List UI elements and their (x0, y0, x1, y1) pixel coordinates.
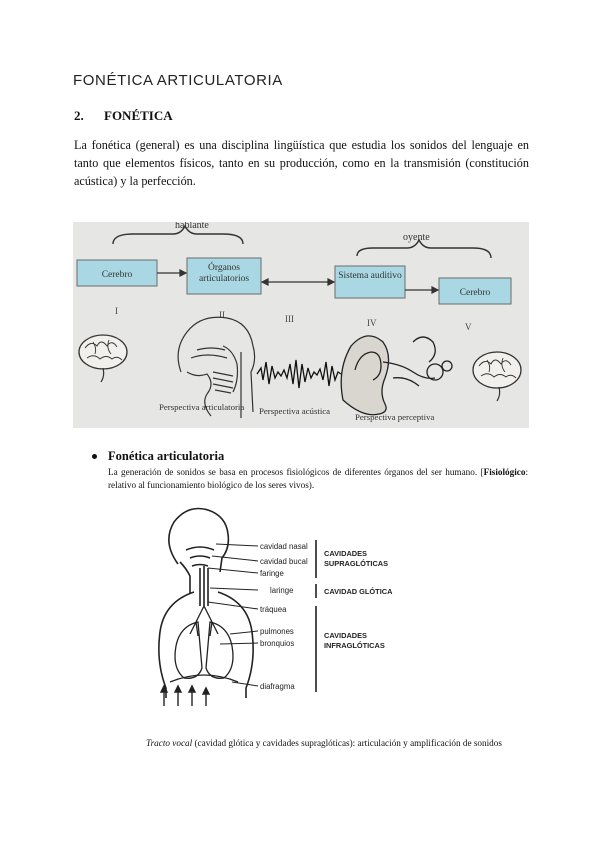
vocal-tract-figure (150, 506, 410, 710)
bullet-note-rest: : relativo al funcionamiento biológico de los seres vivos). (108, 467, 529, 490)
listener-label: oyente (403, 232, 430, 243)
caption-term: Tracto vocal (146, 738, 193, 748)
group-supraglottic-line2: SUPRAGLÓTICAS (324, 559, 389, 568)
label-nasal-cavity: cavidad nasal (260, 542, 308, 551)
caption-rest: (cavidad glótica y cavidades supraglóticas): articulación y amplificación de sonidos (192, 738, 502, 748)
box-brain-right-label: Cerebro (459, 288, 491, 298)
bullet-title: Fonética articulatoria (108, 449, 225, 463)
figure-caption (146, 737, 528, 750)
label-trachea: tráquea (260, 605, 287, 614)
stage-numeral-5: V (465, 322, 472, 332)
bullet-body-text: La generación de sonidos se basa en procesos fisiológicos de diferentes órganos del ser humano. (108, 467, 478, 477)
bullet-dot (92, 454, 97, 459)
box-auditory-system-label: Sistema auditivo (338, 271, 402, 281)
communication-chain-figure (73, 222, 529, 428)
section-heading (74, 108, 173, 124)
section-number: 2. (74, 108, 84, 123)
stage-numeral-3: III (285, 314, 294, 324)
label-bronchi: bronquios (260, 639, 295, 648)
breath-arrows (161, 686, 209, 706)
group-glottic: CAVIDAD GLÓTICA (324, 587, 393, 596)
bullet-body (108, 466, 528, 492)
box-articulatory-organs-label: Órganos articulatorios (198, 263, 250, 284)
label-oral-cavity: cavidad bucal (260, 557, 308, 566)
perspective-articulatory: Perspectiva articulatoria (159, 402, 245, 412)
box-brain-left-label: Cerebro (101, 270, 133, 280)
perspective-acoustic: Perspectiva acústica (259, 406, 331, 416)
label-lungs: pulmones (260, 627, 294, 636)
leader-lines (208, 544, 258, 686)
bullet-note-open: [ (480, 467, 484, 477)
group-infraglottic-line2: INFRAGLÓTICAS (324, 641, 385, 650)
document-title: FONÉTICA ARTICULATORIA (73, 72, 283, 89)
perspective-perceptual: Perspectiva perceptiva (355, 412, 435, 422)
label-diaphragm: diafragma (260, 682, 295, 691)
stage-numeral-2: II (219, 310, 225, 320)
section-title: FONÉTICA (104, 108, 173, 123)
label-larynx: laringe (270, 586, 294, 595)
stage-numeral-1: I (115, 306, 118, 316)
intro-paragraph: La fonética (general) es una disciplina lingüística que estudia los sonidos del lenguaje en tanto que elementos físicos, tanto en su producción, como en la transmisión (constitución acústica) y la perfección. (74, 138, 529, 188)
brain-left-illustration (79, 335, 127, 382)
acoustic-waveform (257, 360, 341, 388)
group-infraglottic-line1: CAVIDADES (324, 631, 367, 640)
group-supraglottic-line1: CAVIDADES (324, 549, 367, 558)
stage-numeral-4: IV (367, 318, 377, 328)
speaker-label: hablante (175, 222, 209, 231)
label-pharynx: faringe (260, 569, 284, 578)
bullet-note-term: Fisiológico (483, 467, 526, 477)
brain-right-illustration (473, 352, 521, 401)
ear-illustration (341, 336, 452, 415)
